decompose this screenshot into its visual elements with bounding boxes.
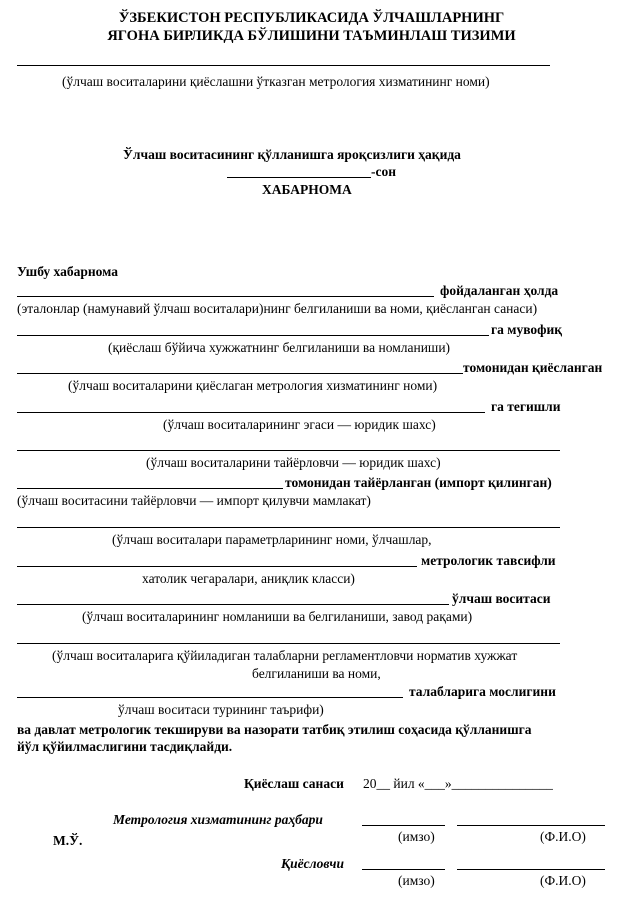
parameters-hint: (ўлчаш воситалари параметрларининг номи, ўлчашлар, [112,532,432,547]
owner-hint: (ўлчаш воситаларининг эгаси — юридик шахс) [163,417,436,432]
head-name-hint: (Ф.И.О) [540,829,586,844]
metrology-specs-blank[interactable] [17,566,417,567]
procedure-doc-suffix: га мувофиқ [491,322,563,337]
verification-date-label: Қиёслаш санаси [244,776,344,791]
verifier-service-hint: (ўлчаш воситаларини қиёслаган метрология хизматининг номи) [68,378,438,393]
normative-doc-hint: (ўлчаш воситаларига қўйиладиган талабларни регламентловчи норматив хужжат [52,648,518,663]
compliance-suffix: талабларига мослигини [409,684,556,699]
compliance-hint: ўлчаш воситаси турининг таърифи) [118,702,324,717]
notice-number-blank[interactable] [227,177,371,178]
conclusion-line1: ва давлат метрологик текшируви ва назорати татбиқ этилиш соҳасида қўлланишга [17,722,532,737]
etalons-blank[interactable] [17,296,434,297]
verifier-name-blank[interactable] [457,869,605,870]
metrology-specs-suffix: метрологик тавсифли [421,553,556,568]
verifier-name-hint: (Ф.И.О) [540,873,586,888]
instrument-blank[interactable] [17,604,449,605]
head-name-blank[interactable] [457,825,605,826]
owner-blank[interactable] [17,412,485,413]
header-title-line2: ЯГОНА БИРЛИКДА БЎЛИШИНИ ТАЪМИНЛАШ ТИЗИМИ [107,28,516,44]
owner-suffix: га тегишли [491,399,561,414]
head-signature-hint: (имзо) [398,829,435,844]
instrument-hint: (ўлчаш воситаларининг номланиши ва белгиланиши, завод рақами) [82,609,473,624]
country-blank[interactable] [17,488,283,489]
notice-doc-name: ХАБАРНОМА [262,182,352,197]
verifier-signature-hint: (имзо) [398,873,435,888]
verifier-signature-label: Қиёсловчи [281,856,344,871]
verifier-service-blank[interactable] [17,373,463,374]
country-suffix: томонидан тайёрланган (импорт қилинган) [285,475,552,490]
manufacturer-blank[interactable] [17,450,560,451]
header-title-line1: ЎЗБЕКИСТОН РЕСПУБЛИКАСИДА ЎЛЧАШЛАРНИНГ [118,10,505,26]
instrument-suffix: ўлчаш воситаси [452,591,551,606]
verification-date-field[interactable]: 20__ йил «___»_______________ [363,776,553,791]
procedure-doc-blank[interactable] [17,335,489,336]
etalons-suffix: фойдаланган ҳолда [440,283,559,298]
manufacturer-hint: (ўлчаш воситаларини тайёрловчи — юридик шахс) [146,455,441,470]
intro-text: Ушбу хабарнома [17,264,119,279]
procedure-doc-hint: (қиёслаш бўйича хужжатнинг белгиланиши ва номланиши) [108,340,451,355]
verifier-signature-blank[interactable] [362,869,445,870]
country-hint: (ўлчаш воситасини тайёрловчи — импорт қилувчи мамлакат) [17,493,371,508]
service-name-blank[interactable] [17,65,550,66]
normative-doc-blank[interactable] [17,643,560,644]
notice-number-suffix: -сон [371,164,397,179]
parameters-blank[interactable] [17,527,560,528]
head-signature-label: Метрология хизматининг раҳбари [113,812,323,827]
service-name-hint: (ўлчаш воситаларини қиёслашни ўтказган метрология хизматининг номи) [62,74,490,89]
compliance-blank[interactable] [17,697,403,698]
stamp-place: М.Ў. [53,833,83,848]
normative-doc-hint-2: белгиланиши ва номи, [252,666,381,681]
conclusion-line2: йўл қўйилмаслигини тасдиқлайди. [17,739,233,754]
etalons-hint: (эталонлар (намунавий ўлчаш воситалари)нинг белгиланиши ва номи, қиёсланган санаси) [17,301,538,316]
head-signature-blank[interactable] [362,825,445,826]
metrology-specs-hint: хатолик чегаралари, аниқлик класси) [142,571,355,586]
notice-title: Ўлчаш воситасининг қўлланишга яроқсизлиги ҳақида [123,147,461,162]
verifier-service-suffix: томонидан қиёсланган [463,360,603,375]
